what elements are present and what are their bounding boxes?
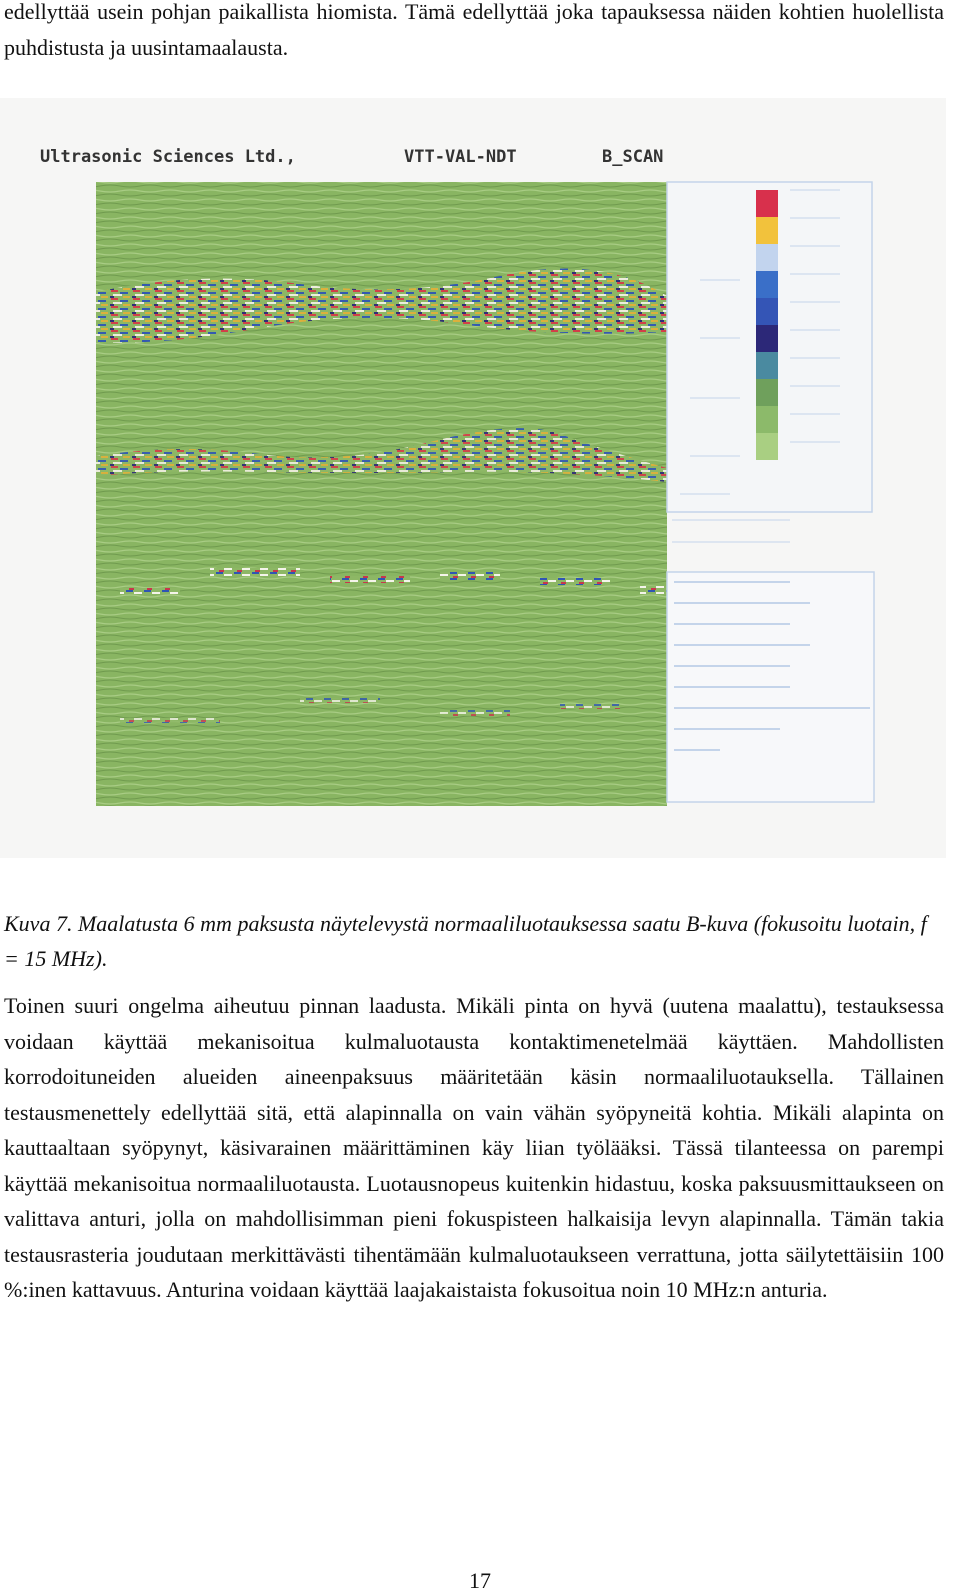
scale-swatch [756,433,778,460]
figure-header-mid: VTT-VAL-NDT [404,147,517,167]
scale-swatch [756,379,778,406]
scale-swatch [756,406,778,433]
scale-swatch [756,298,778,325]
figure-header-right: B_SCAN [602,147,664,167]
figure-header-left: Ultrasonic Sciences Ltd., [40,147,296,167]
top-paragraph: edellyttää usein pohjan paikallista hiomista. Tämä edellyttää joka tapauksessa näiden kohtien huolellista puhdistusta ja uusintamaalausta. [4,0,944,60]
scale-swatch [756,271,778,298]
b-scan-figure [0,98,946,858]
scale-swatch [756,352,778,379]
color-scale [756,190,778,460]
b-scan-image [0,98,946,858]
page-number: 17 [469,1568,491,1593]
body-paragraph: Toinen suuri ongelma aiheutuu pinnan laadusta. Mikäli pinta on hyvä (uutena maalattu), testauksessa voidaan käyttää mekanisoitua kulmaluotausta kontaktimenetelmää käyttäen. Mahdollisten korrodoituneiden alueiden aineenpaksuus määritetään käsin normaaliluotauksella. Tällainen testausmenettely edellyttää sitä, että alapinnalla on vain vähän syöpyneitä kohtia. Mikäli alapinta on kauttaaltaan syöpynyt, käsivarainen määrittäminen käy liian työlääksi. Tässä tilanteessa on parempi käyttää mekanisoitua normaaliluotausta. Luotausnopeus kuitenkin hidastuu, koska paksuusmittaukseen on valittava anturi, jolla on mahdollisimman pieni fokuspisteen halkaisija levyn alapinnalla. Tämän takia testausrasteria joudutaan merkittävästi tihentämään kulmaluotaukseen verrattuna, jotta säilytettäisiin 100 %:inen kattavuus. Anturina voidaan käyttää laajakaistaista fokusoitua noin 10 MHz:n anturia. [4,993,944,1302]
scale-swatch [756,190,778,217]
scale-swatch [756,217,778,244]
scale-swatch [756,325,778,352]
figure-caption: Kuva 7. Maalatusta 6 mm paksusta näytelevystä normaaliluotauksessa saatu B-kuva (fokusoitu luotain, f = 15 MHz). [4,911,927,971]
scale-swatch [756,244,778,271]
